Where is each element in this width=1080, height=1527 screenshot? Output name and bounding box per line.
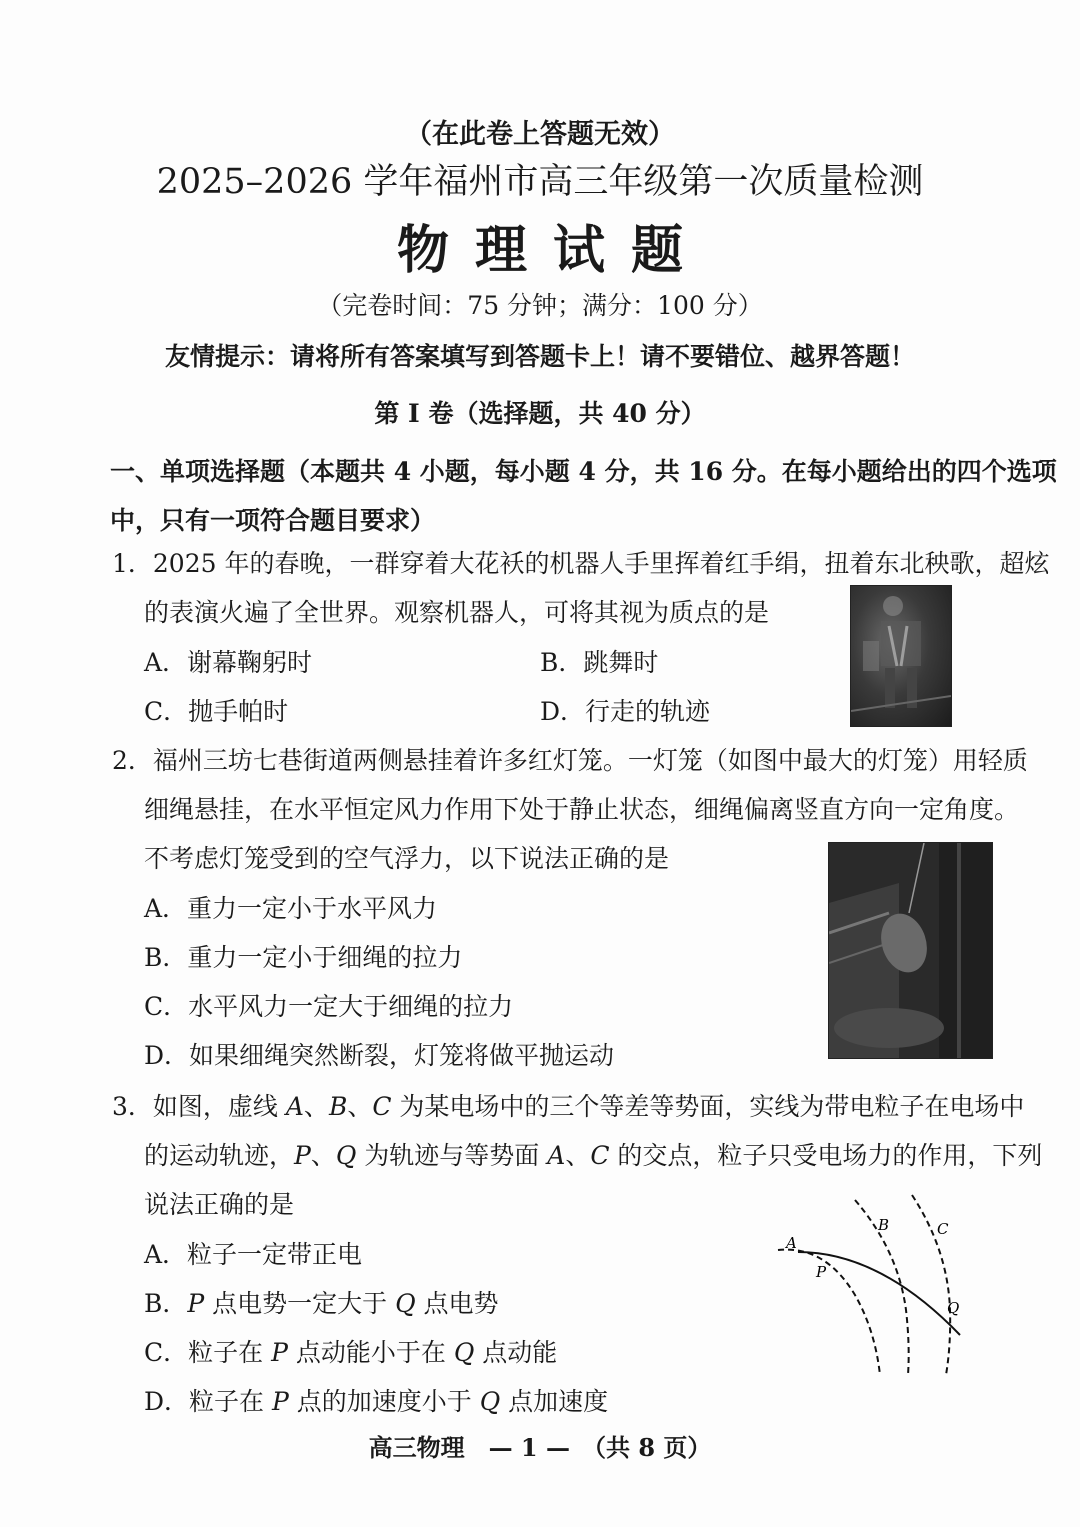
subject-title: 物理试题 xyxy=(396,220,709,281)
label-a: A xyxy=(786,1234,797,1252)
lantern-street-photo xyxy=(828,842,993,1059)
q2-option-a: A．重力一定小于水平风力 xyxy=(144,894,438,923)
q3-stem-line2: 的运动轨迹，P、Q 为轨迹与等势面 A、C 的交点，粒子只受电场力的作用，下列 xyxy=(144,1141,1043,1170)
q1-option-d: D．行走的轨迹 xyxy=(540,697,711,726)
q3-option-c: C．粒子在 P 点动能小于在 Q 点动能 xyxy=(144,1338,558,1367)
exam-invalid-note: （在此卷上答题无效） xyxy=(405,119,675,150)
q1-option-b: B．跳舞时 xyxy=(540,648,659,677)
exam-title: 2025–2026 学年福州市高三年级第一次质量检测 xyxy=(156,162,924,202)
section-heading-line2: 中，只有一项符合题目要求） xyxy=(110,506,436,535)
friendly-tip: 友情提示：请将所有答案填写到答题卡上！请不要错位、越界答题！ xyxy=(164,342,915,371)
label-c: C xyxy=(937,1220,949,1238)
q2-option-d: D．如果细绳突然断裂，灯笼将做平抛运动 xyxy=(144,1041,615,1070)
label-b: B xyxy=(878,1216,890,1234)
page-footer: 高三物理 — 1 — （共 8 页） xyxy=(368,1433,712,1462)
q3-stem-line3: 说法正确的是 xyxy=(144,1190,295,1219)
q1-stem-line1: 1．2025 年的春晚，一群穿着大花袄的机器人手里挥着红手绢，扭着东北秧歌，超炫 xyxy=(112,549,1050,578)
q2-stem-line2: 细绳悬挂，在水平恒定风力作用下处于静止状态，细绳偏离竖直方向一定角度。 xyxy=(144,795,1020,824)
q1-stem-line2: 的表演火遍了全世界。观察机器人，可将其视为质点的是 xyxy=(144,598,770,627)
label-p: P xyxy=(816,1263,827,1281)
q3-option-b: B．P 点电势一定大于 Q 点电势 xyxy=(144,1289,499,1318)
q3-option-d: D．粒子在 P 点的加速度小于 Q 点加速度 xyxy=(144,1387,609,1416)
q3-stem-line1: 3．如图，虚线 A、B、C 为某电场中的三个等差等势面，实线为带电粒子在电场中 xyxy=(112,1092,1025,1121)
q3-option-a: A．粒子一定带正电 xyxy=(144,1240,363,1269)
q1-option-a: A．谢幕鞠躬时 xyxy=(144,648,313,677)
section-heading-line1: 一、单项选择题（本题共 4 小题，每小题 4 分，共 16 分。在每小题给出的四个选项 xyxy=(110,457,1057,486)
part-one-heading: 第 I 卷（选择题，共 40 分） xyxy=(374,399,706,428)
exam-time-info: （完卷时间：75 分钟；满分：100 分） xyxy=(317,291,763,320)
q2-option-c: C．水平风力一定大于细绳的拉力 xyxy=(144,992,514,1021)
q2-stem-line3: 不考虑灯笼受到的空气浮力，以下说法正确的是 xyxy=(144,844,670,873)
label-q: Q xyxy=(947,1299,960,1317)
equipotential-a xyxy=(778,1250,880,1375)
q1-option-c: C．抛手帕时 xyxy=(144,697,289,726)
electric-field-figure xyxy=(770,1190,970,1380)
q2-option-b: B．重力一定小于细绳的拉力 xyxy=(144,943,463,972)
robot-photo xyxy=(850,585,952,727)
q2-stem-line1: 2．福州三坊七巷街道两侧悬挂着许多红灯笼。一灯笼（如图中最大的灯笼）用轻质 xyxy=(112,746,1028,775)
